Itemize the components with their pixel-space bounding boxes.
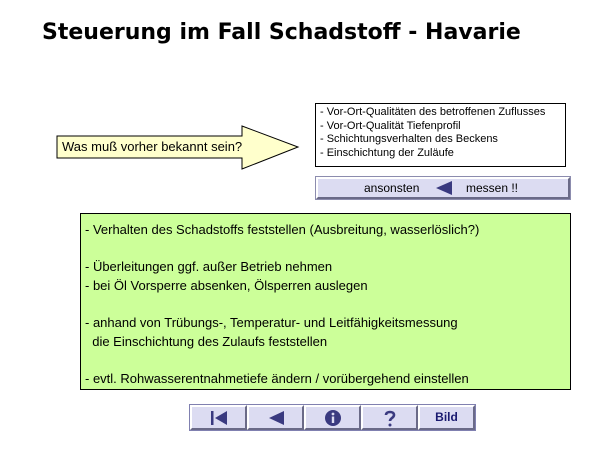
back-icon (267, 410, 285, 426)
info-button[interactable] (304, 405, 361, 430)
action-line: die Einschichtung des Zulaufs feststellen (85, 334, 328, 349)
measure-right-label: messen !! (466, 181, 519, 195)
question-text: Was muß vorher bekannt sein? (62, 139, 243, 154)
action-line: - bei Öl Vorsperre absenken, Ölsperren auslegen (85, 278, 368, 293)
navigation-bar (189, 404, 476, 431)
measure-left-label: ansonsten (364, 181, 420, 195)
page-title: Steuerung im Fall Schadstoff - Havarie (42, 20, 521, 45)
action-line: - Verhalten des Schadstoffs feststellen (Ausbreitung, wasserlöslich?) (85, 222, 480, 237)
image-button[interactable] (418, 405, 475, 430)
info-icon (324, 409, 342, 427)
first-page-icon (210, 410, 228, 426)
list-item: - Vor-Ort-Qualität Tiefenprofil (320, 119, 461, 132)
image-button-label: Bild (435, 410, 458, 424)
first-page-button[interactable] (190, 405, 247, 430)
action-line: - evtl. Rohwasserentnahmetiefe ändern / vorübergehend einstellen (85, 371, 469, 386)
prerequisites-list (315, 103, 566, 167)
help-button[interactable] (361, 405, 418, 430)
measure-button[interactable] (316, 177, 570, 199)
list-item: - Vor-Ort-Qualitäten des betroffenen Zuflusses (320, 106, 546, 118)
back-button[interactable] (247, 405, 304, 430)
list-item: - Schichtungsverhalten des Beckens (320, 133, 498, 145)
action-line: - anhand von Trübungs-, Temperatur- und Leitfähigkeitsmessung (85, 315, 458, 330)
action-line: - Überleitungen ggf. außer Betrieb nehmen (85, 259, 333, 274)
question-arrow (56, 125, 300, 170)
left-triangle-icon (436, 181, 452, 195)
list-item: - Einschichtung der Zuläufe (320, 146, 454, 159)
help-icon (382, 409, 398, 427)
actions-panel (80, 213, 571, 390)
